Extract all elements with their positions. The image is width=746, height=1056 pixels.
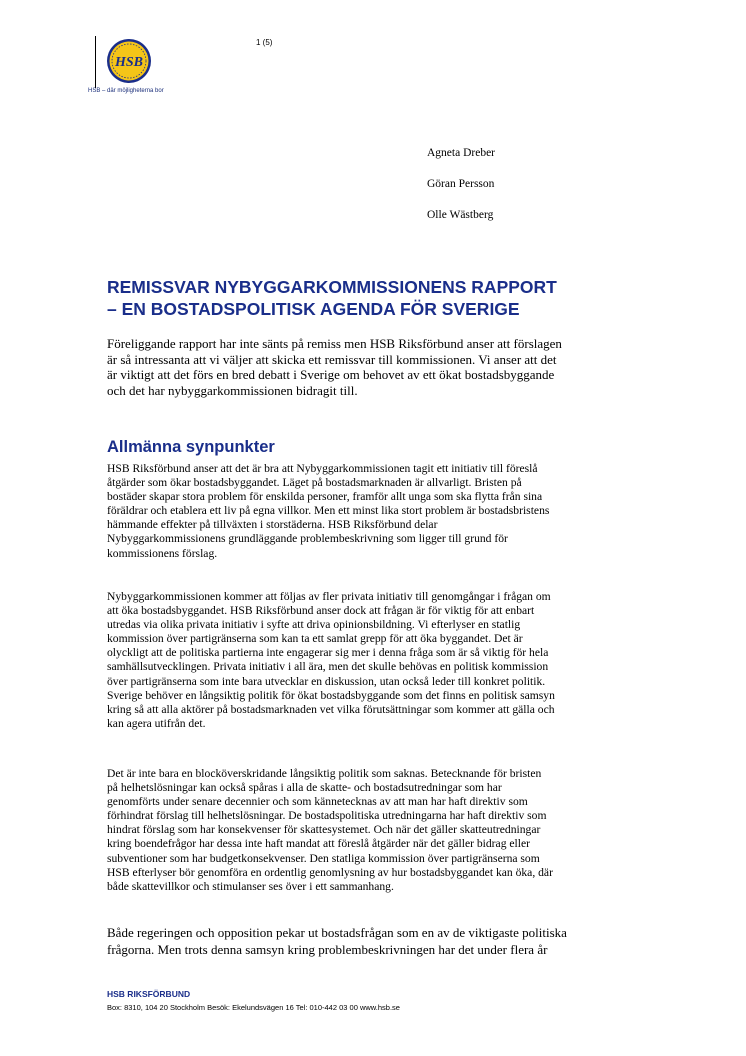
text-line: på helhetslösningar kan också spåras i alla de skatte- och bostadsutredningar som har xyxy=(107,781,502,795)
text-line: och det har nybyggarkommissionen bidragit till. xyxy=(107,382,358,398)
recipient-list xyxy=(427,147,495,240)
text-line: åtgärder som ökar bostadsbyggandet. Läget på bostadsmarknaden är allvarligt. Bristen på xyxy=(107,476,522,490)
text-line: genomförts under senare decennier och som kännetecknas av att man har haft direktiv som xyxy=(107,795,528,809)
logo-tagline: HSB – där möjligheterna bor xyxy=(88,88,164,94)
text-line: kan agera utifrån det. xyxy=(107,716,206,730)
title-line: REMISSVAR NYBYGGARKOMMISSIONENS RAPPORT xyxy=(107,277,557,297)
text-line: över partigränserna som inte bara utvecklar en diskussion, utan också leder till konkret politik. xyxy=(107,674,546,688)
text-line: både skattevillkor och stimulanser ses över i ett sammanhang. xyxy=(107,879,394,893)
text-line: bostäder skapar stora problem för enskilda personer, framför allt unga som ska flytta från sina xyxy=(107,490,543,504)
text-line: föräldrar och etablera ett liv på egna villkor. Men ett minst lika stort problem är bostadsbristens xyxy=(107,504,550,518)
body-paragraph-2 xyxy=(107,590,652,731)
text-line: Både regeringen och opposition pekar ut bostadsfrågan som en av de viktigaste politiska xyxy=(107,925,567,940)
text-line: hämmande effekter på tillväxten i storstäderna. HSB Riksförbund delar xyxy=(107,518,438,532)
text-line: kommissionens förslag. xyxy=(107,546,218,560)
footer-organization: HSB RIKSFÖRBUND xyxy=(107,989,191,999)
text-line: är viktigt att det förs en bred debatt i Sverige om behovet av ett ökat bostadsbyggande xyxy=(107,367,555,382)
body-paragraph-4 xyxy=(107,924,647,958)
text-line: kring boendefrågor har dessa inte haft mandat att föreslå åtgärder när det gäller bidrag eller xyxy=(107,837,530,851)
text-line: kommission över partigränserna som kan ta ett samlat grepp för att öka byggandet. Det är xyxy=(107,632,523,646)
text-line: att öka bostadsbyggandet. HSB Riksförbund anser dock att frågan är för viktig för att enbart xyxy=(107,604,535,618)
text-line: kring så att alla aktörer på bostadsmarknaden vet vilka förutsättningar som kommer att gälla och xyxy=(107,702,555,716)
header-divider-line xyxy=(95,36,96,88)
text-line: utredas via olika privata initiativ i syfte att driva opinionsbildning. Vi efterlyser en statlig xyxy=(107,618,521,632)
hsb-logo xyxy=(106,38,152,84)
text-line: Föreliggande rapport har inte sänts på remiss men HSB Riksförbund anser att förslagen xyxy=(107,336,562,351)
recipient-name: Göran Persson xyxy=(427,178,495,190)
text-line: olyckligt att de politiska partierna inte engagerar sig mer i denna fråga som är så viktig för hela xyxy=(107,646,549,660)
section-heading: Allmänna synpunkter xyxy=(107,438,275,456)
recipient-name: Olle Wästberg xyxy=(427,209,494,221)
title-line: – EN BOSTADSPOLITISK AGENDA FÖR SVERIGE xyxy=(107,299,520,319)
text-line: Nybyggarkommissionen kommer att följas av fler privata initiativ till genomgångar i frågan om xyxy=(107,590,551,603)
text-line: subventioner som har budgetkonsekvenser. Den statliga kommission över partigränserna som xyxy=(107,851,540,865)
body-paragraph-3 xyxy=(107,767,652,894)
svg-text:HSB: HSB xyxy=(114,55,144,70)
text-line: Sverige behöver en långsiktig politik för ökat bostadsbyggande som det finns en politisk samsyn xyxy=(107,688,555,702)
body-paragraph-1 xyxy=(107,462,652,561)
text-line: förhindrat förslag till helhetslösningar. De bostadspolitiska utredningarna har haft direktiv som xyxy=(107,809,547,823)
intro-paragraph xyxy=(107,336,647,398)
text-line: Nybyggarkommissionens grundläggande problembeskrivning som ligger till grund för xyxy=(107,532,508,546)
footer-address: Box: 8310, 104 20 Stockholm Besök: Ekelundsvägen 16 Tel: 010-442 03 00 www.hsb.se xyxy=(107,1003,400,1012)
text-line: HSB efterlyser bör genomföra en ordentlig genomlysning av hur bostadsbyggandet kan öka, där xyxy=(107,865,553,879)
document-title xyxy=(107,276,647,320)
text-line: HSB Riksförbund anser att det är bra att Nybyggarkommissionen tagit ett initiativ till föreslå xyxy=(107,462,538,475)
text-line: är så intressanta att vi väljer att skicka ett remissvar till kommissionen. Vi anser att det xyxy=(107,351,557,367)
text-line: Det är inte bara en blocköverskridande långsiktig politik som saknas. Betecknande för bristen xyxy=(107,767,542,780)
text-line: samhällsutvecklingen. Privata initiativ i all ära, men det skulle behövas en politisk kommission xyxy=(107,660,549,674)
text-line: hindrat förslag som har konsekvenser för skattesystemet. Och när det gäller skatteutredningar xyxy=(107,823,541,837)
text-line: frågorna. Men trots denna samsyn kring problembeskrivningen har det under flera år xyxy=(107,942,548,957)
recipient-name: Agneta Dreber xyxy=(427,147,496,159)
page-number: 1 (5) xyxy=(256,38,273,47)
